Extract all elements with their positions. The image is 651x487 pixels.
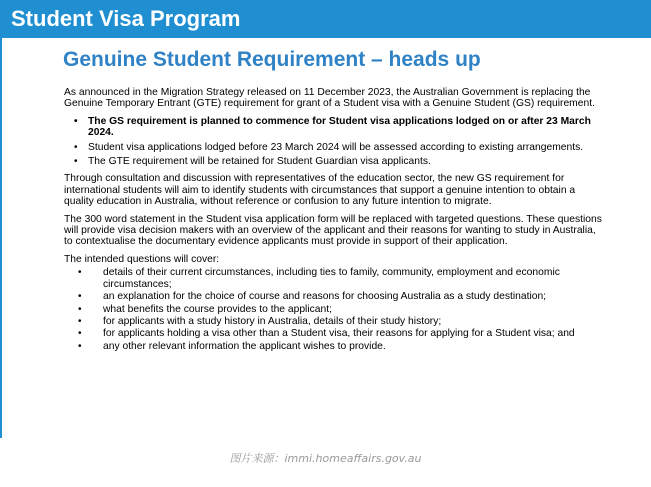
question-item: • what benefits the course provides to the applicant; [103,304,604,315]
question-item: • for applicants holding a visa other than a Student visa, their reasons for applying for a Student visa; and [103,328,604,339]
questions-intro: The intended questions will cover: [64,253,220,265]
key-point: • The GS requirement is planned to commence for Student visa applications lodged on or after 23 March 2024. [88,116,604,139]
consultation-paragraph: Through consultation and discussion with representatives of the education sector, the new GS requirement for international students will aim to identify students with circumstances that support a genuine intention to obtain a quality education in Australia, without reference or confusion to any future intention to migrate. [64,173,576,208]
key-points-list [64,116,604,168]
questions-list [64,267,604,352]
question-item: • details of their current circumstances, including ties to family, community, employment and economic circumstances; [103,267,604,290]
slide-content [64,87,604,358]
key-point: • Student visa applications lodged before 23 March 2024 will be assessed according to existing arrangements. [88,142,604,153]
slide-heading: Genuine Student Requirement – heads up [63,48,481,71]
question-item: • an explanation for the choice of course and reasons for choosing Australia as a study destination; [103,291,604,302]
image-source-caption: 图片来源：immi.homeaffairs.gov.au [229,452,422,465]
question-item: • any other relevant information the applicant wishes to provide. [103,341,604,352]
statement-paragraph: The 300 word statement in the Student visa application form will be replaced with targeted questions. These questions will provide visa decision makers with an overview of the applicant and their reasons for wanting to study in Australia, to contextualise the documentary evidence applicants must provide in support of their application. [64,213,602,248]
header-bar [0,0,651,38]
intro-paragraph: As announced in the Migration Strategy released on 11 December 2023, the Australian Government is replacing the Genuine Temporary Entrant (GTE) requirement for grant of a Student visa with a Genuine Student (GS) requirement. [64,87,595,110]
key-point: • The GTE requirement will be retained for Student Guardian visa applicants. [88,156,604,167]
question-item: • for applicants with a study history in Australia, details of their study history; [103,316,604,327]
header-title: Student Visa Program [11,6,241,31]
